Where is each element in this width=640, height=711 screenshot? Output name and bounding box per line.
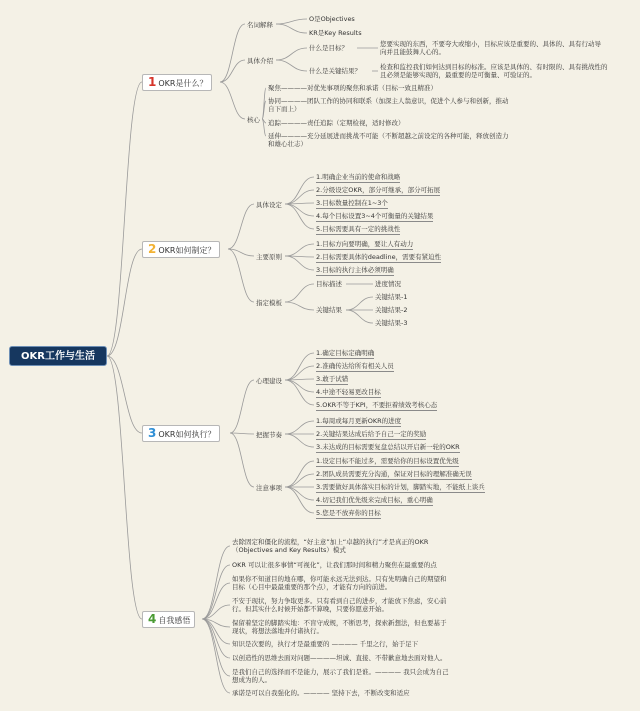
- s2-setup-1: 1.明确企业当前的使命和战略: [316, 173, 401, 181]
- s3-rhythm-2: 2.关键结果达成后给予自己一定的奖励: [316, 430, 427, 438]
- s4-note-8: 是我们自己的选择而不是能力，展示了我们是谁。———— 我只会成为自己想成为的人。: [232, 668, 449, 684]
- s1-a-keyresult: 检查和监控我们如何达到目标的标准。应该是具体的、有时限的、具有挑战性的且必须是能够实现的，最重要的是可衡量、可验证的。: [380, 63, 608, 79]
- s2-kr-2: 关键结果-2: [375, 306, 408, 314]
- s3-rhythm-1: 1.每周或每月更新OKR的进度: [316, 417, 402, 425]
- s3-cat-rhythm[interactable]: 把握节奏: [256, 431, 282, 439]
- link-s1-q2: [276, 60, 307, 71]
- link-s3-cat2: [230, 433, 254, 434]
- s2-setup-4: 4.每个目标设置3~4个可衡量的关键结果: [316, 212, 434, 220]
- s1-cat-terms[interactable]: 名词解释: [247, 21, 273, 29]
- s1-term-kr: KR是Key Results: [309, 29, 362, 37]
- link-s3-note-4: [285, 487, 314, 500]
- section-1-number: 1: [148, 75, 157, 89]
- link-s2-goal: [285, 284, 314, 302]
- link-s3-note-1: [285, 461, 314, 487]
- s2-cat-principles[interactable]: 主要原则: [256, 253, 282, 261]
- section-2-node[interactable]: [142, 241, 220, 258]
- link-s3-cat1: [230, 380, 254, 433]
- s4-note-4: 不安于现状，努力争取更多。只有看到自己的进步，才能放下焦虑，安心前行。但其实什么时候开始都不算晚，只要你愿意开始。: [232, 597, 447, 613]
- link-s3-mindset-2: [285, 366, 314, 380]
- link-s1-cat1: [220, 24, 245, 82]
- link-s4-note-3: [202, 583, 230, 619]
- link-s4-note-7: [202, 619, 230, 658]
- link-s4-note-2: [202, 565, 230, 619]
- link-root-s3: [107, 356, 142, 433]
- s2-template-goal: 目标描述: [316, 280, 342, 288]
- link-s4-note-1: [202, 546, 230, 619]
- s4-note-5: 保留着坚定的脚踏实地：不盲守成规，不断思考，探索新想法，但也要基于现状，将想法落地并付诸执行。: [232, 619, 447, 635]
- section-4-node[interactable]: [142, 611, 195, 628]
- s3-cat-notes[interactable]: 注意事项: [256, 484, 282, 492]
- s4-note-7: 以创造性的思维去面对问题————坦诚、直接、不带歉意地去面对他人。: [232, 654, 447, 662]
- link-s1-cat3: [220, 82, 245, 119]
- link-s2-setup-5: [285, 204, 314, 229]
- link-s2-kr: [285, 302, 314, 310]
- link-s2-kr-1: [346, 297, 373, 310]
- section-3-node[interactable]: [142, 425, 220, 442]
- s1-q-keyresult: 什么是关键结果？: [309, 67, 361, 75]
- s2-kr-3: 关键结果-3: [375, 319, 408, 327]
- link-s1-c1: [262, 88, 266, 119]
- link-s2-cat1: [228, 204, 254, 249]
- link-s1-cat2: [220, 60, 245, 82]
- link-s2-principle-1: [285, 244, 314, 256]
- link-s2-principle-3: [285, 256, 314, 270]
- s3-note-3: 3.需要做好具体落实目标的计划，脚踏实地，不能纸上谈兵: [316, 483, 485, 491]
- s1-core-collab: 协同————团队工作的协同和联系（加深主人翁意识，促进个人参与和创新，推动自下而上）: [268, 97, 509, 113]
- s3-mindset-3: 3.敢于试错: [316, 375, 349, 383]
- root-topic[interactable]: OKR工作与生活: [9, 346, 107, 366]
- s4-note-1: 去除固定和僵化的流程，“好主意”加上“卓越的执行”才是真正的OKR（Objectives and Key Results）模式: [232, 538, 429, 554]
- s3-note-1: 1.设定目标不能过多，需要给你的目标设置优先级: [316, 457, 459, 465]
- s1-core-stretch: 延伸————充分延展进而挑战不可能（不断超越之前设定的各种可能，释放创造力和雄心壮志）: [268, 132, 509, 148]
- link-s4-note-8: [202, 619, 230, 676]
- link-s3-note-5: [285, 487, 314, 513]
- link-s2-cat3: [228, 249, 254, 302]
- s1-core-focus: 聚焦————对优先事项的聚焦和承诺（目标一致且精准）: [268, 84, 437, 92]
- section-4-number: 4: [148, 612, 157, 626]
- link-s2-cat2: [228, 249, 254, 256]
- link-s3-mindset-4: [285, 380, 314, 392]
- s2-setup-2: 2.分级设定OKR，部分可继承，部分可拓展: [316, 186, 441, 194]
- s3-rhythm-3: 3.未达成的目标需要复盘总结以开启新一轮的OKR: [316, 443, 460, 451]
- s2-principle-1: 1.目标方向要明确，要让人有动力: [316, 240, 414, 248]
- s2-template-progress: 进度情况: [375, 280, 401, 288]
- link-s2-kr-3: [346, 310, 373, 323]
- s3-mindset-4: 4.中途不轻易更改目标: [316, 388, 381, 396]
- s2-cat-template[interactable]: 指定模板: [256, 299, 282, 307]
- s1-q-objective: 什么是目标？: [309, 44, 348, 52]
- s3-note-5: 5.您是不放弃你的目标: [316, 509, 381, 517]
- link-root-s1: [107, 82, 142, 356]
- link-s3-cat3: [230, 433, 254, 487]
- s2-cat-setup[interactable]: 具体设定: [256, 201, 282, 209]
- link-s3-mindset-5: [285, 380, 314, 405]
- section-3-title: OKR如何执行？: [158, 430, 216, 439]
- s4-note-2: OKR 可以让很多事情“可视化”，让我们那时间和精力聚焦在最重要的点: [232, 561, 437, 569]
- link-s3-note-2: [285, 474, 314, 487]
- section-1-node[interactable]: [142, 74, 212, 91]
- s1-term-o: O是Objectives: [309, 15, 355, 23]
- s2-template-kr: 关键结果: [316, 306, 342, 314]
- link-s1-kr: [276, 24, 307, 33]
- section-2-number: 2: [148, 242, 157, 256]
- link-s4-note-9: [202, 619, 230, 693]
- link-s2-setup-2: [285, 190, 314, 204]
- section-2-title: OKR如何制定？: [158, 246, 216, 255]
- link-root-s2: [107, 249, 142, 356]
- link-s3-rhythm-1: [285, 421, 314, 434]
- s4-note-3: 如果你不知道目的地在哪，你可能永远无法到达。只有先明确自己的期望和目标（心目中最最重要的那个点），才能有方向的前进。: [232, 575, 447, 591]
- s1-cat-detail[interactable]: 具体介绍: [247, 57, 273, 65]
- s3-mindset-1: 1.确定目标定确明确: [316, 349, 375, 357]
- s4-note-9: 承诺是可以自我强化的。———— 坚持下去，不断改变和适应: [232, 689, 410, 697]
- link-s3-rhythm-3: [285, 434, 314, 447]
- s2-kr-1: 关键结果-1: [375, 293, 408, 301]
- link-s1-o: [276, 19, 307, 24]
- s2-principle-2: 2.目标需要具体的deadline，需要有紧迫性: [316, 253, 442, 261]
- section-1-title: OKR是什么？: [158, 79, 208, 88]
- link-s2-setup-4: [285, 204, 314, 216]
- s3-mindset-2: 2.准确传达给所有相关人员: [316, 362, 394, 370]
- s2-setup-5: 5.目标需要具有一定的挑战性: [316, 225, 401, 233]
- s1-a-objective: 您要实现的东西，不要夸大或缩小，目标应该是重要的、具体的、具有行动导向并且能鼓舞人心的。: [380, 40, 601, 56]
- s3-cat-mindset[interactable]: 心理建设: [256, 377, 282, 385]
- s1-core-track: 追踪————责任追踪（定期检视，适时修改）: [268, 119, 405, 127]
- s3-note-4: 4.切记我们优先级来完成目标，重心明确: [316, 496, 433, 504]
- s2-principle-3: 3.目标的执行主体必须明确: [316, 266, 394, 274]
- section-4-title: 自我感悟: [158, 616, 191, 625]
- section-3-number: 3: [148, 426, 157, 440]
- s3-mindset-5: 5.OKR不等于KPI，不要拒着绩效考核心态: [316, 401, 438, 409]
- s1-cat-core[interactable]: 核心: [247, 116, 260, 124]
- s4-note-6: 知识是次要的，执行才是最重要的 ———— 千里之行，始于足下: [232, 640, 419, 648]
- s3-note-2: 2.团队成员需要充分沟通，保证对目标的理解准确无误: [316, 470, 472, 478]
- s2-setup-3: 3.目标数量控制在1~3个: [316, 199, 388, 207]
- link-s1-q1: [276, 48, 307, 60]
